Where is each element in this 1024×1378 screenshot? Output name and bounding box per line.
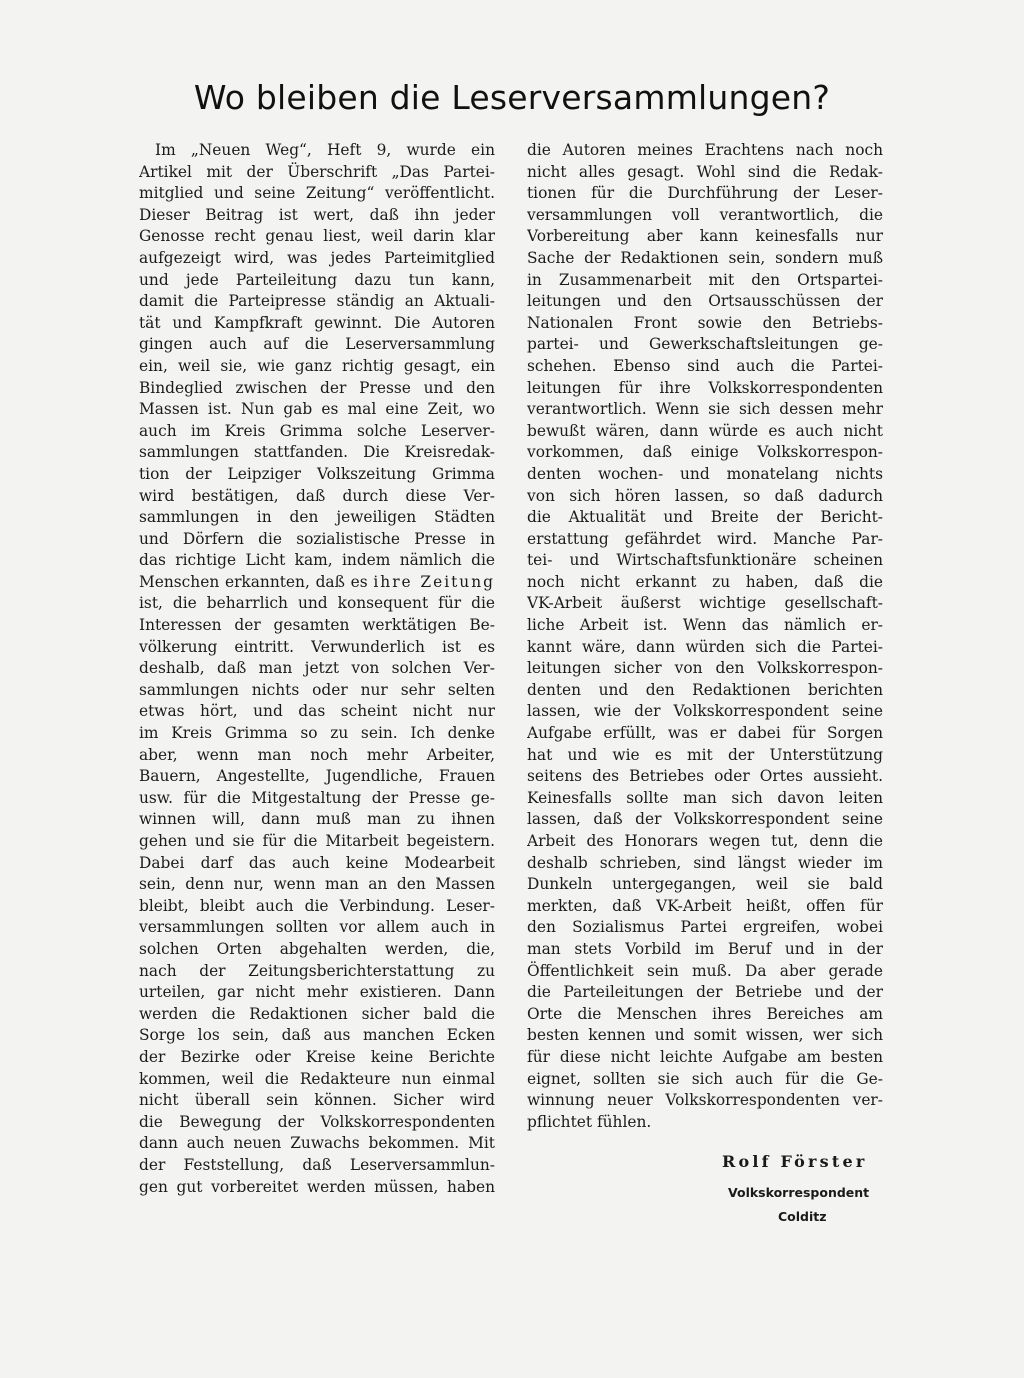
text-line: etwas hört, und das scheint nicht nur (139, 702, 495, 721)
text-line: Arbeit des Honorars wegen tut, denn die (527, 832, 883, 850)
text-line: schehen. Ebenso sind auch die Partei- (527, 356, 883, 375)
article-column-left (139, 140, 495, 1198)
text-line: Öffentlichkeit sein muß. Da aber gerade (527, 961, 883, 980)
text-line: besten kennen und somit wissen, wer sich (527, 1026, 883, 1045)
text-line: Bauern, Angestellte, Jugendliche, Frauen (139, 767, 495, 786)
text-line: werden die Redaktionen sicher bald die (139, 1004, 495, 1023)
text-line: sein, denn nur, wenn man an den Massen (139, 875, 495, 894)
text-line: sammlungen nichts oder nur sehr selten (139, 680, 495, 699)
text-line: leitungen sicher von den Volkskorrespon- (527, 659, 883, 678)
text-line: dann auch neuen Zuwachs bekommen. Mit (139, 1134, 495, 1153)
text-line: bleibt, bleibt auch die Verbindung. Leser- (139, 896, 495, 915)
text-line: wird bestätigen, daß durch diese Ver- (139, 486, 495, 505)
text-line: im Kreis Grimma so zu sein. Ich denke (139, 724, 495, 743)
text-line: solchen Orten abgehalten werden, die, (139, 939, 495, 958)
text-line: nach der Zeitungsberichterstattung zu (139, 961, 495, 980)
text-line: Genosse recht genau liest, weil darin klar (139, 227, 495, 246)
text-line: sammlungen stattfanden. Die Kreisredak- (139, 443, 495, 462)
text-line: Massen ist. Nun gab es mal eine Zeit, wo (139, 400, 495, 419)
text-line: den Sozialismus Partei ergreifen, wobei (527, 918, 883, 937)
text-line: Orte die Menschen ihres Bereiches am (527, 1004, 883, 1023)
text-line: winnung neuer Volkskorrespondenten ver- (527, 1091, 883, 1110)
text-line: Dabei darf das auch keine Modearbeit (139, 853, 495, 872)
text-line: man stets Vorbild im Beruf und in der (527, 939, 883, 958)
text-line: und jede Parteileitung dazu tun kann, (139, 270, 495, 289)
text-line: versammlungen voll verantwortlich, die (527, 205, 883, 224)
text-line: Interessen der gesamten werktätigen Be- (139, 616, 495, 635)
text-line: kannt wäre, dann würden sich die Partei- (527, 637, 883, 656)
text-line: merkten, daß VK-Arbeit heißt, offen für (527, 896, 883, 915)
text-line: deshalb, daß man jetzt von solchen Ver- (139, 659, 495, 678)
text-line: in Zusammenarbeit mit den Ortspartei- (527, 270, 883, 289)
text-line: winnen will, dann muß man zu ihnen (139, 810, 495, 829)
text-line: die Aktualität und Breite der Bericht- (527, 508, 883, 527)
text-line: Nationalen Front sowie den Betriebs- (527, 313, 883, 332)
text-line: usw. für die Mitgestaltung der Presse ge- (139, 788, 495, 807)
text-line: Sorge los sein, daß aus manchen Ecken (139, 1026, 495, 1045)
text-line: denten und den Redaktionen berichten (527, 680, 883, 699)
text-line: der Bezirke oder Kreise keine Berichte (139, 1047, 495, 1066)
text-line: auch im Kreis Grimma solche Leserver- (139, 421, 495, 440)
text-line: noch nicht erkannt zu haben, daß die (527, 572, 883, 591)
text-line: pflichtet fühlen. (527, 1112, 652, 1131)
text-line: versammlungen sollten vor allem auch in (139, 918, 495, 937)
text-line: VK-Arbeit äußerst wichtige gesellschaft- (527, 594, 883, 613)
text-line: seitens des Betriebes oder Ortes aussieht. (527, 767, 883, 786)
text-line: deshalb schrieben, sind längst wieder im (527, 853, 883, 872)
author-name: Rolf Förster (722, 1152, 868, 1171)
text-line: gen gut vorbereitet werden müssen, haben (139, 1177, 495, 1196)
text-line: Keinesfalls sollte man sich davon leiten (527, 788, 883, 807)
text-line: denten wochen- und monatelang nichts (527, 464, 883, 483)
text-line: die Autoren meines Erachtens nach noch (527, 141, 883, 159)
text-line: völkerung eintritt. Verwunderlich ist es (139, 637, 495, 656)
text-line: aufgezeigt wird, was jedes Parteimitglied (139, 248, 495, 267)
text-line: tät und Kampfkraft gewinnt. Die Autoren (139, 313, 495, 332)
text-line: Aufgabe erfüllt, was er dabei für Sorgen (527, 724, 883, 743)
text-line: leitungen und den Ortsausschüssen der (527, 292, 883, 311)
text-line: die Parteileitungen der Betriebe und der (527, 983, 883, 1002)
text-fragment: Menschen erkannten, daß es (139, 572, 368, 591)
text-line: kommen, weil die Redakteure nun einmal (139, 1069, 495, 1088)
text-line: hat und wie es mit der Unterstützung (527, 745, 883, 764)
text-line: ein, weil sie, wie ganz richtig gesagt, ein (139, 356, 495, 375)
text-line: eignet, sollten sie sich auch für die Ge- (527, 1069, 883, 1088)
text-line: partei- und Gewerkschaftsleitungen ge- (527, 335, 883, 354)
text-line: die Bewegung der Volkskorrespondenten (139, 1112, 495, 1131)
text-line: mitglied und seine Zeitung“ veröffentlicht. (139, 184, 495, 203)
text-line: urteilen, gar nicht mehr existieren. Dann (139, 983, 495, 1002)
text-line: leitungen für ihre Volkskorrespondenten (527, 378, 883, 397)
text-line: tion der Leipziger Volkszeitung Grimma (139, 464, 495, 483)
text-line: erstattung gefährdet wird. Manche Par- (527, 529, 883, 548)
text-line: tionen für die Durchführung der Leser- (527, 184, 883, 203)
text-line: damit die Parteipresse ständig an Aktuali- (139, 292, 495, 311)
text-line: von sich hören lassen, so daß dadurch (527, 486, 883, 505)
text-line: aber, wenn man noch mehr Arbeiter, (139, 745, 495, 764)
text-line: Bindeglied zwischen der Presse und den (139, 378, 495, 397)
article-title: Wo bleiben die Leserversammlungen? (193, 78, 831, 117)
text-line: Dunkeln untergegangen, weil sie bald (527, 875, 883, 894)
text-line: nicht alles gesagt. Wohl sind die Redak- (527, 162, 883, 181)
emphasis-text: ihre Zeitung (373, 572, 495, 591)
text-line: liche Arbeit ist. Wenn das nämlich er- (527, 616, 883, 635)
text-line: Dieser Beitrag ist wert, daß ihn jeder (139, 205, 495, 224)
text-line: Artikel mit der Überschrift „Das Partei- (139, 162, 495, 181)
text-line: gingen auch auf die Leserversammlung (139, 335, 495, 354)
text-line: lassen, daß der Volkskorrespondent seine (527, 810, 883, 829)
text-line: ist, die beharrlich und konsequent für die (139, 594, 495, 613)
text-line: Vorbereitung aber kann keinesfalls nur (527, 227, 883, 246)
text-line-with-emphasis (139, 572, 495, 594)
text-line: für diese nicht leichte Aufgabe am besten (527, 1047, 883, 1066)
text-line: sammlungen in den jeweiligen Städten (139, 508, 495, 527)
text-line: das richtige Licht kam, indem nämlich die (139, 551, 495, 570)
text-line: gehen und sie für die Mitarbeit begeistern. (139, 832, 495, 850)
author-place: Colditz (778, 1209, 827, 1224)
text-line: vorkommen, daß einige Volkskorrespon- (527, 443, 883, 462)
text-line: verantwortlich. Wenn sie sich dessen mehr (527, 400, 883, 419)
text-line: der Feststellung, daß Leserversammlun- (139, 1155, 495, 1174)
text-line: Im „Neuen Weg“, Heft 9, wurde ein (155, 141, 495, 159)
text-line: tei- und Wirtschaftsfunktionäre scheinen (527, 551, 883, 570)
article-column-right (527, 140, 883, 1133)
text-line: lassen, wie der Volkskorrespondent seine (527, 702, 883, 721)
text-line: bewußt wären, dann würde es auch nicht (527, 421, 883, 440)
author-role: Volkskorrespondent (728, 1185, 870, 1200)
text-line: nicht überall sein können. Sicher wird (139, 1091, 495, 1110)
text-line: Sache der Redaktionen sein, sondern muß (527, 248, 883, 267)
text-line: und Dörfern die sozialistische Presse in (139, 529, 495, 548)
